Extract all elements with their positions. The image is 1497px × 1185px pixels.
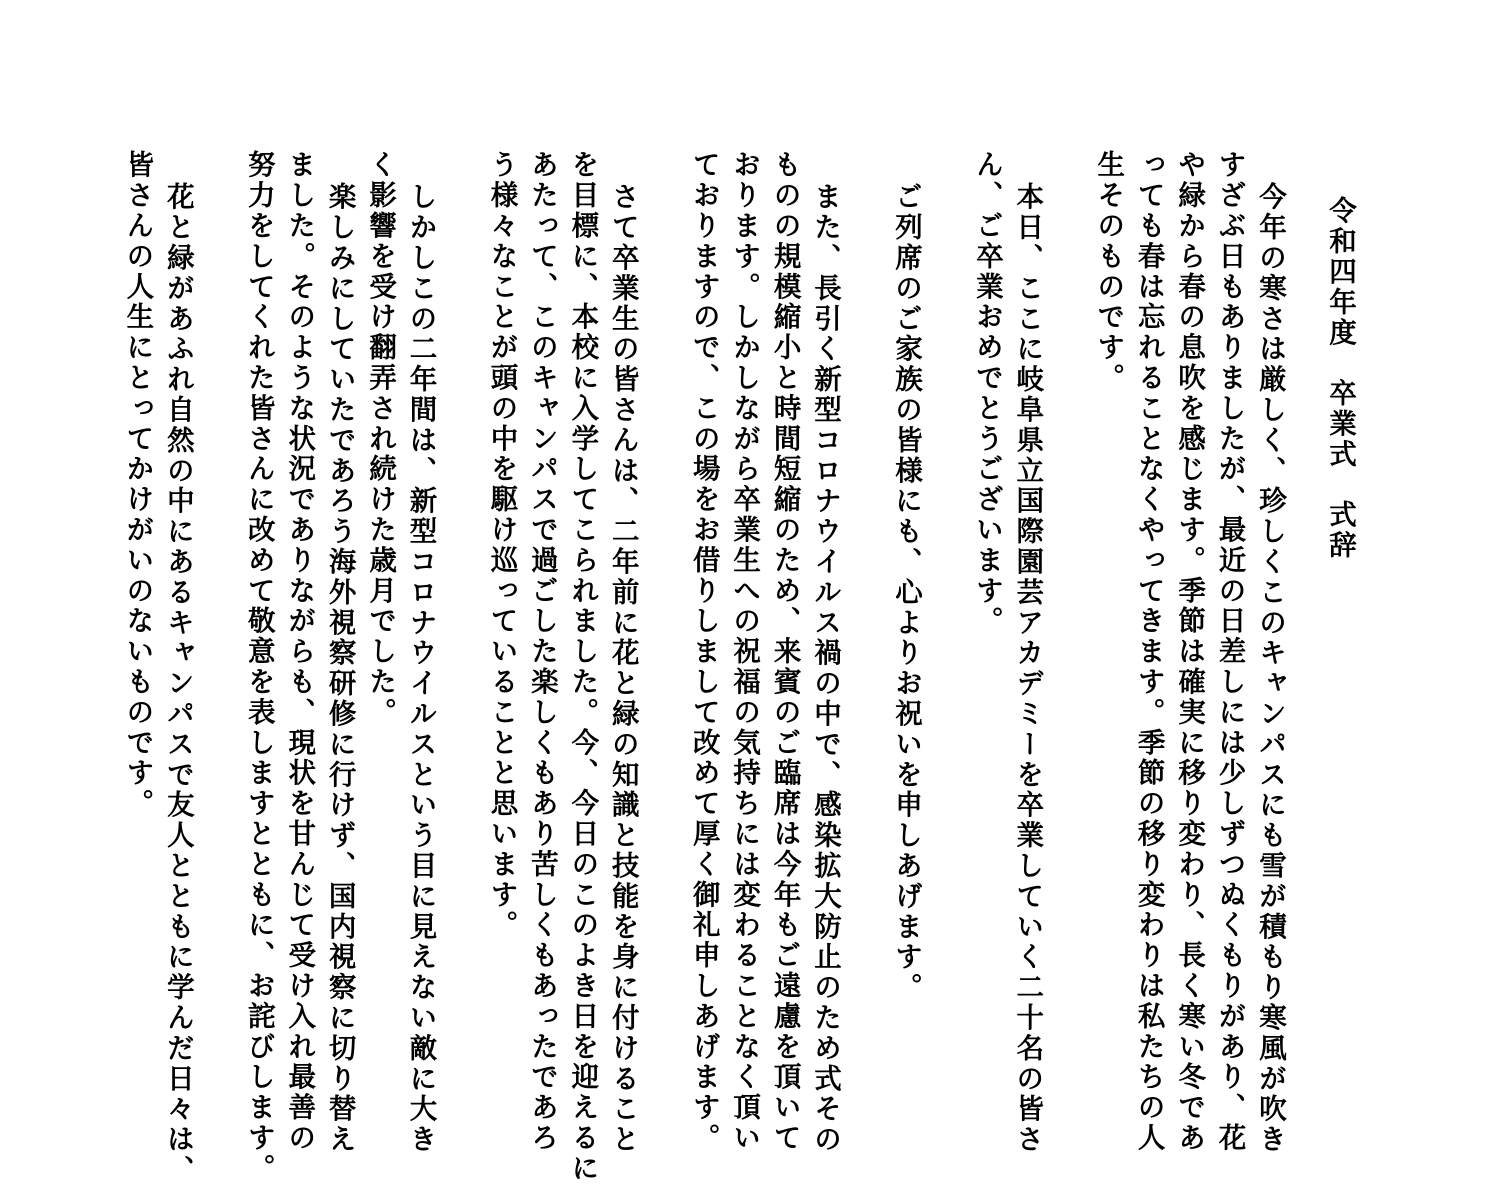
text-column: っても春は忘れることなくやってきます。季節の移り変わりは私たちの人 xyxy=(1132,150,1165,1154)
text-column: う様々なことが頭の中を駆け巡っていることと思います。 xyxy=(485,150,518,941)
text-column: ん、ご卒業おめでとうございます。 xyxy=(970,150,1003,637)
text-column: 生そのものです。 xyxy=(1092,150,1125,394)
text-column: ご列席のご家族の皆様にも、心よりお祝いを申しあげます。 xyxy=(889,182,922,1003)
text-column: ました。そのような状況でありながらも、現状を甘んじて受け入れ最善の xyxy=(283,150,316,1154)
document-title: 令和四年度 卒業式 式辞 xyxy=(1324,196,1356,561)
text-column: 皆さんの人生にとってかけがいのないものです。 xyxy=(121,150,154,819)
text-column: また、長引く新型コロナウイルス禍の中で、感染拡大防止のため式その xyxy=(809,182,842,1155)
text-column: 花と緑があふれ自然の中にあるキャンパスで友人とともに学んだ日々は、 xyxy=(161,182,194,1185)
text-column: しかしこの二年間は、新型コロナウイルスという目に見えない敵に大き xyxy=(404,182,437,1155)
text-column: さて卒業生の皆さんは、二年前に花と緑の知識と技能を身に付けること xyxy=(606,182,639,1155)
text-column: や緑から春の息吹を感じます。季節は確実に移り変わり、長く寒い冬であ xyxy=(1173,150,1206,1154)
text-column: ものの規模縮小と時間短縮のため、来賓のご臨席は今年もご遠慮を頂いて xyxy=(768,150,801,1154)
text-column: を目標に、本校に入学してこられました。今、今日のこのよき日を迎えるに xyxy=(566,150,599,1184)
text-column: 楽しみにしていたであろう海外視察研修に行けず、国内視察に切り替え xyxy=(323,182,356,1155)
text-column: すざぶ日もありましたが、最近の日差しには少しずつぬくもりがあり、花 xyxy=(1213,150,1246,1154)
text-column: く影響を受け翻弄され続けた歳月でした。 xyxy=(364,150,397,728)
text-column: おります。しかしながら卒業生への祝福の気持ちには変わることなく頂い xyxy=(728,150,761,1154)
text-column: 努力をしてくれた皆さんに改めて敬意を表しますとともに、お詫びします。 xyxy=(242,150,275,1184)
text-column: ておりますので、この場をお借りしまして改めて厚く御礼申しあげます。 xyxy=(687,150,720,1154)
text-column: 今年の寒さは厳しく、珍しくこのキャンパスにも雪が積もり寒風が吹き xyxy=(1254,182,1286,1155)
text-column: あたって、このキャンパスで過ごした楽しくもあり苦しくもあったであろ xyxy=(525,150,558,1154)
text-column: 本日、ここに岐阜県立国際園芸アカデミーを卒業していく二十名の皆さ xyxy=(1011,182,1044,1155)
